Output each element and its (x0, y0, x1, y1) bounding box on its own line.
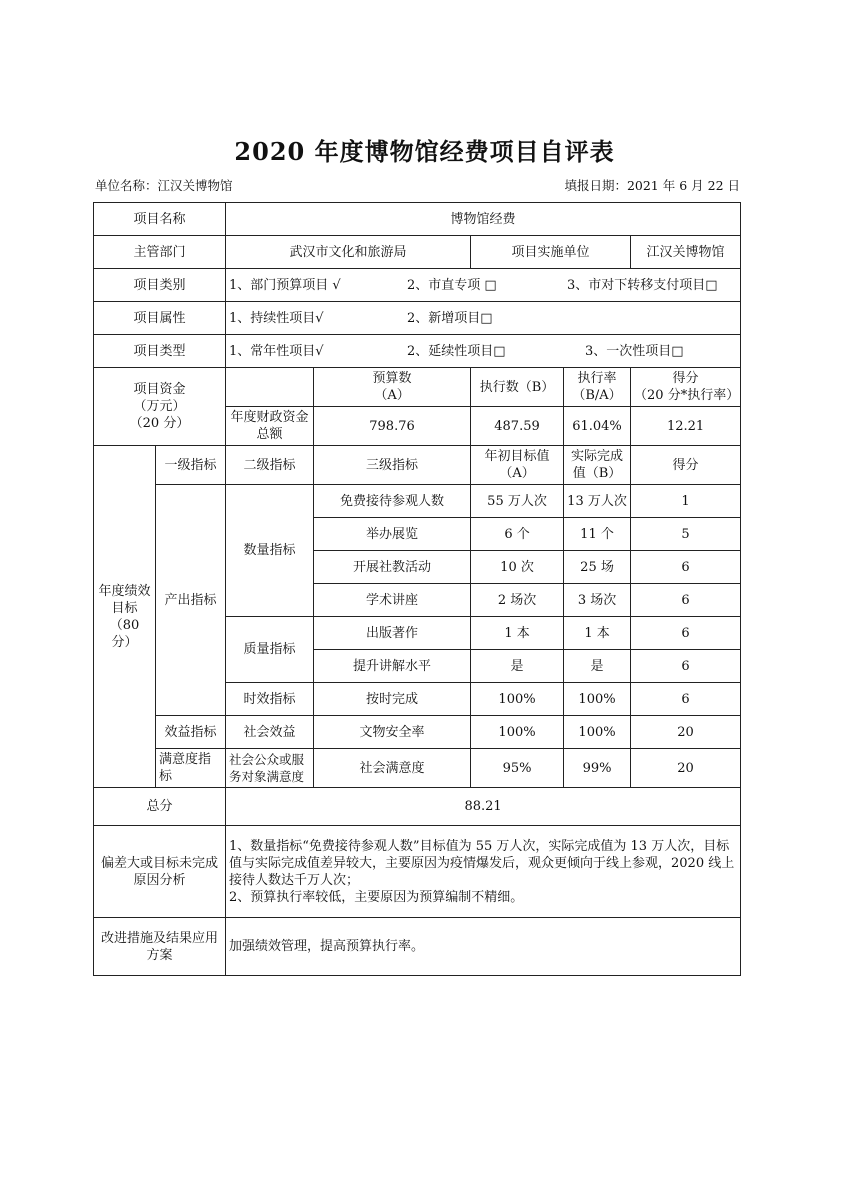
type-options (226, 335, 741, 368)
attribute-label: 项目属性 (94, 302, 226, 335)
category-options (226, 269, 741, 302)
total-value: 88.21 (226, 788, 741, 826)
row-project-name (94, 203, 741, 236)
funds-exec-header: 执行数（B） (471, 368, 564, 407)
type-option-3: 3、一次性项目□ (585, 343, 684, 359)
indicator-name: 举办展览 (314, 518, 471, 551)
perf-label: 年度绩效 目标（80 分） (94, 446, 156, 788)
indicator-target: 95% (471, 749, 564, 788)
satisfaction-level2-label: 社会公众或服 务对象满意度 (226, 749, 314, 788)
table-row (94, 485, 741, 518)
indicator-actual: 是 (564, 650, 631, 683)
impl-unit-value: 江汉关博物馆 (631, 236, 741, 269)
deviation-text: 1、数量指标“免费接待参观人数”目标值为 55 万人次，实际完成值为 13 万人次，目标值与实际完成值差异较大，主要原因为疫情爆发后，观众更倾向于线上参观，2020 线上接待人数达千万人次； 2、预算执行率较低，主要原因为预算编制不精细。 (226, 826, 741, 918)
row-attribute (94, 302, 741, 335)
project-name-label: 项目名称 (94, 203, 226, 236)
funds-budget-header: 预算数 （A） (314, 368, 471, 407)
indicator-score: 6 (631, 551, 741, 584)
self-evaluation-table (93, 202, 741, 976)
perf-level3-header: 三级指标 (314, 446, 471, 485)
indicator-target: 100% (471, 716, 564, 749)
improvement-text: 加强绩效管理，提高预算执行率。 (226, 918, 741, 976)
indicator-name: 学术讲座 (314, 584, 471, 617)
category-label: 项目类别 (94, 269, 226, 302)
satisfaction-indicator-label: 满意度指 标 (156, 749, 226, 788)
category-option-3: 3、市对下转移支付项目□ (567, 277, 718, 293)
table-row (94, 749, 741, 788)
total-label: 总分 (94, 788, 226, 826)
attribute-option-1: 1、持续性项目√ (229, 310, 324, 326)
row-total (94, 788, 741, 826)
row-funds-header (94, 368, 741, 407)
funds-rate-value: 61.04% (564, 407, 631, 446)
indicator-target: 10 次 (471, 551, 564, 584)
fill-date: 填报日期：2021 年 6 月 22 日 (564, 178, 740, 193)
funds-rate-header: 执行率（B/A） (564, 368, 631, 407)
project-name-value: 博物馆经费 (226, 203, 741, 236)
funds-row-label: 年度财政资金 总额 (226, 407, 314, 446)
indicator-actual: 25 场 (564, 551, 631, 584)
indicator-actual: 100% (564, 716, 631, 749)
attribute-options (226, 302, 741, 335)
indicator-actual: 100% (564, 683, 631, 716)
perf-level1-header: 一级指标 (156, 446, 226, 485)
category-option-1: 1、部门预算项目 √ (229, 277, 341, 293)
funds-label: 项目资金 （万元） （20 分） (94, 368, 226, 446)
funds-budget-value: 798.76 (314, 407, 471, 446)
attribute-option-2: 2、新增项目□ (407, 310, 493, 326)
perf-level2-header: 二级指标 (226, 446, 314, 485)
indicator-name: 按时完成 (314, 683, 471, 716)
indicator-score: 20 (631, 716, 741, 749)
indicator-score: 6 (631, 683, 741, 716)
indicator-name: 文物安全率 (314, 716, 471, 749)
type-option-2: 2、延续性项目□ (407, 343, 506, 359)
row-deviation (94, 826, 741, 918)
type-label: 项目类型 (94, 335, 226, 368)
benefit-indicator-label: 效益指标 (156, 716, 226, 749)
indicator-actual: 13 万人次 (564, 485, 631, 518)
indicator-score: 5 (631, 518, 741, 551)
funds-exec-value: 487.59 (471, 407, 564, 446)
timeliness-indicator-label: 时效指标 (226, 683, 314, 716)
dept-value: 武汉市文化和旅游局 (226, 236, 471, 269)
indicator-score: 6 (631, 650, 741, 683)
perf-target-header: 年初目标值 （A） (471, 446, 564, 485)
table-row (94, 716, 741, 749)
indicator-target: 100% (471, 683, 564, 716)
indicator-name: 免费接待参观人数 (314, 485, 471, 518)
indicator-target: 55 万人次 (471, 485, 564, 518)
dept-label: 主管部门 (94, 236, 226, 269)
row-dept (94, 236, 741, 269)
indicator-actual: 11 个 (564, 518, 631, 551)
quality-indicator-label: 质量指标 (226, 617, 314, 683)
improvement-label: 改进措施及结果应用 方案 (94, 918, 226, 976)
indicator-target: 2 场次 (471, 584, 564, 617)
indicator-name: 开展社教活动 (314, 551, 471, 584)
indicator-target: 1 本 (471, 617, 564, 650)
page-title: 2020 年度博物馆经费项目自评表 (234, 137, 615, 166)
indicator-name: 提升讲解水平 (314, 650, 471, 683)
row-type (94, 335, 741, 368)
indicator-score: 6 (631, 584, 741, 617)
output-indicator-label: 产出指标 (156, 485, 226, 716)
indicator-actual: 99% (564, 749, 631, 788)
impl-unit-label: 项目实施单位 (471, 236, 631, 269)
indicator-name: 出版著作 (314, 617, 471, 650)
funds-score-value: 12.21 (631, 407, 741, 446)
indicator-target: 是 (471, 650, 564, 683)
funds-blank-cell (226, 368, 314, 407)
category-option-2: 2、市直专项 □ (407, 277, 497, 293)
indicator-actual: 1 本 (564, 617, 631, 650)
type-option-1: 1、常年性项目√ (229, 343, 324, 359)
indicator-score: 1 (631, 485, 741, 518)
deviation-label: 偏差大或目标未完成 原因分析 (94, 826, 226, 918)
indicator-score: 6 (631, 617, 741, 650)
quantity-indicator-label: 数量指标 (226, 485, 314, 617)
funds-score-header: 得分 （20 分*执行率） (631, 368, 741, 407)
indicator-target: 6 个 (471, 518, 564, 551)
indicator-actual: 3 场次 (564, 584, 631, 617)
unit-name: 单位名称：江汉关博物馆 (95, 178, 233, 193)
social-benefit-label: 社会效益 (226, 716, 314, 749)
perf-score-header: 得分 (631, 446, 741, 485)
perf-actual-header: 实际完成 值（B） (564, 446, 631, 485)
indicator-score: 20 (631, 749, 741, 788)
indicator-name: 社会满意度 (314, 749, 471, 788)
row-perf-header (94, 446, 741, 485)
header-info (95, 176, 740, 194)
row-improvement (94, 918, 741, 976)
row-category (94, 269, 741, 302)
